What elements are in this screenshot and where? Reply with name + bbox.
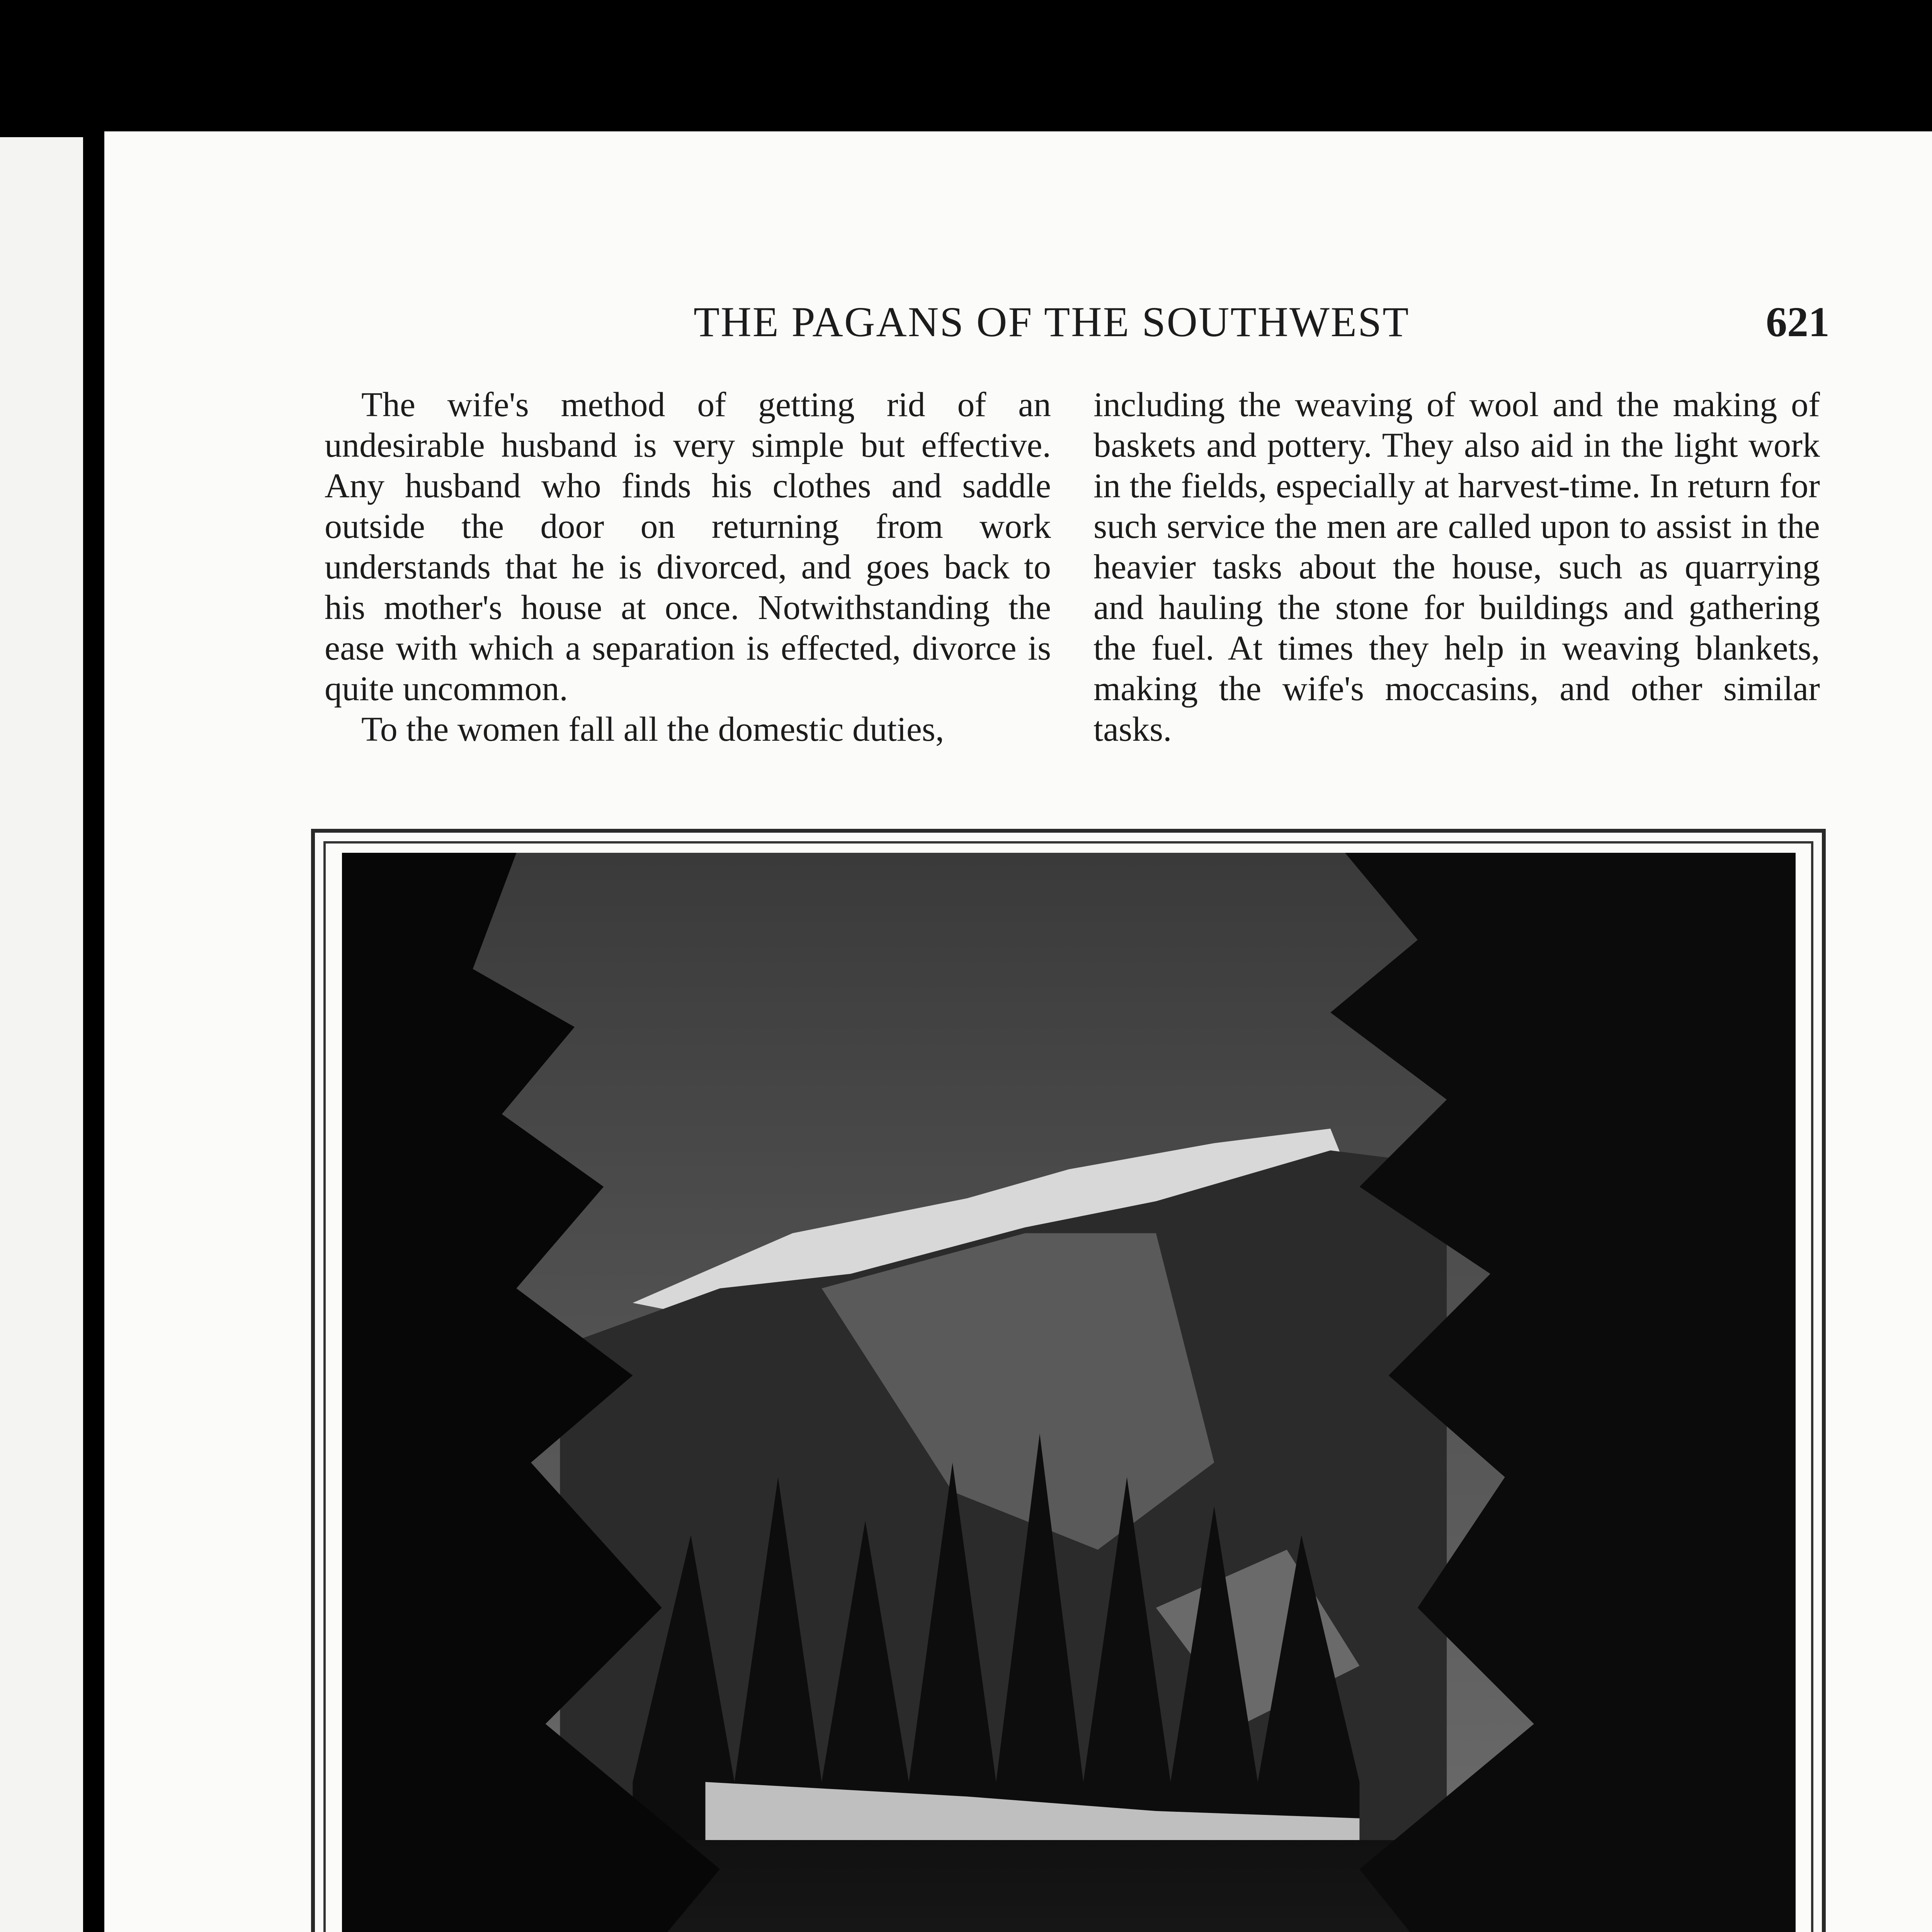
running-title: THE PAGANS OF THE SOUTHWEST xyxy=(694,298,1410,345)
paragraph: including the weaving of wool and the making of baskets and pottery. They also aid in the light work in the fields, especially at harvest-time. In return for such service the men are called upon to assist in the heavier tasks about the house, such as quarrying and hauling the stone for buildings and gathering the fuel. At times they help in weaving blankets, making the wife's moccasins, and other similar tasks. xyxy=(1094,386,1820,748)
text-column-right xyxy=(1094,384,1820,750)
adjacent-page-edge xyxy=(0,137,83,1932)
text-column-left xyxy=(325,384,1051,750)
photo-frame xyxy=(311,829,1826,1932)
photo-illustration xyxy=(342,853,1796,1932)
paragraph: To the women fall all the domestic duties, xyxy=(361,710,944,748)
page-number: 621 xyxy=(1766,298,1830,345)
lake-photograph xyxy=(342,853,1796,1932)
paragraph: The wife's method of getting rid of an undesirable husband is very simple but effective. Any husband who finds his clothes and saddle outside the door on returning from work understands that he is divorced, and goes back to his mother's house at once. Notwithstanding the ease with which a separation is effected, divorce is quite uncommon. xyxy=(325,386,1051,708)
